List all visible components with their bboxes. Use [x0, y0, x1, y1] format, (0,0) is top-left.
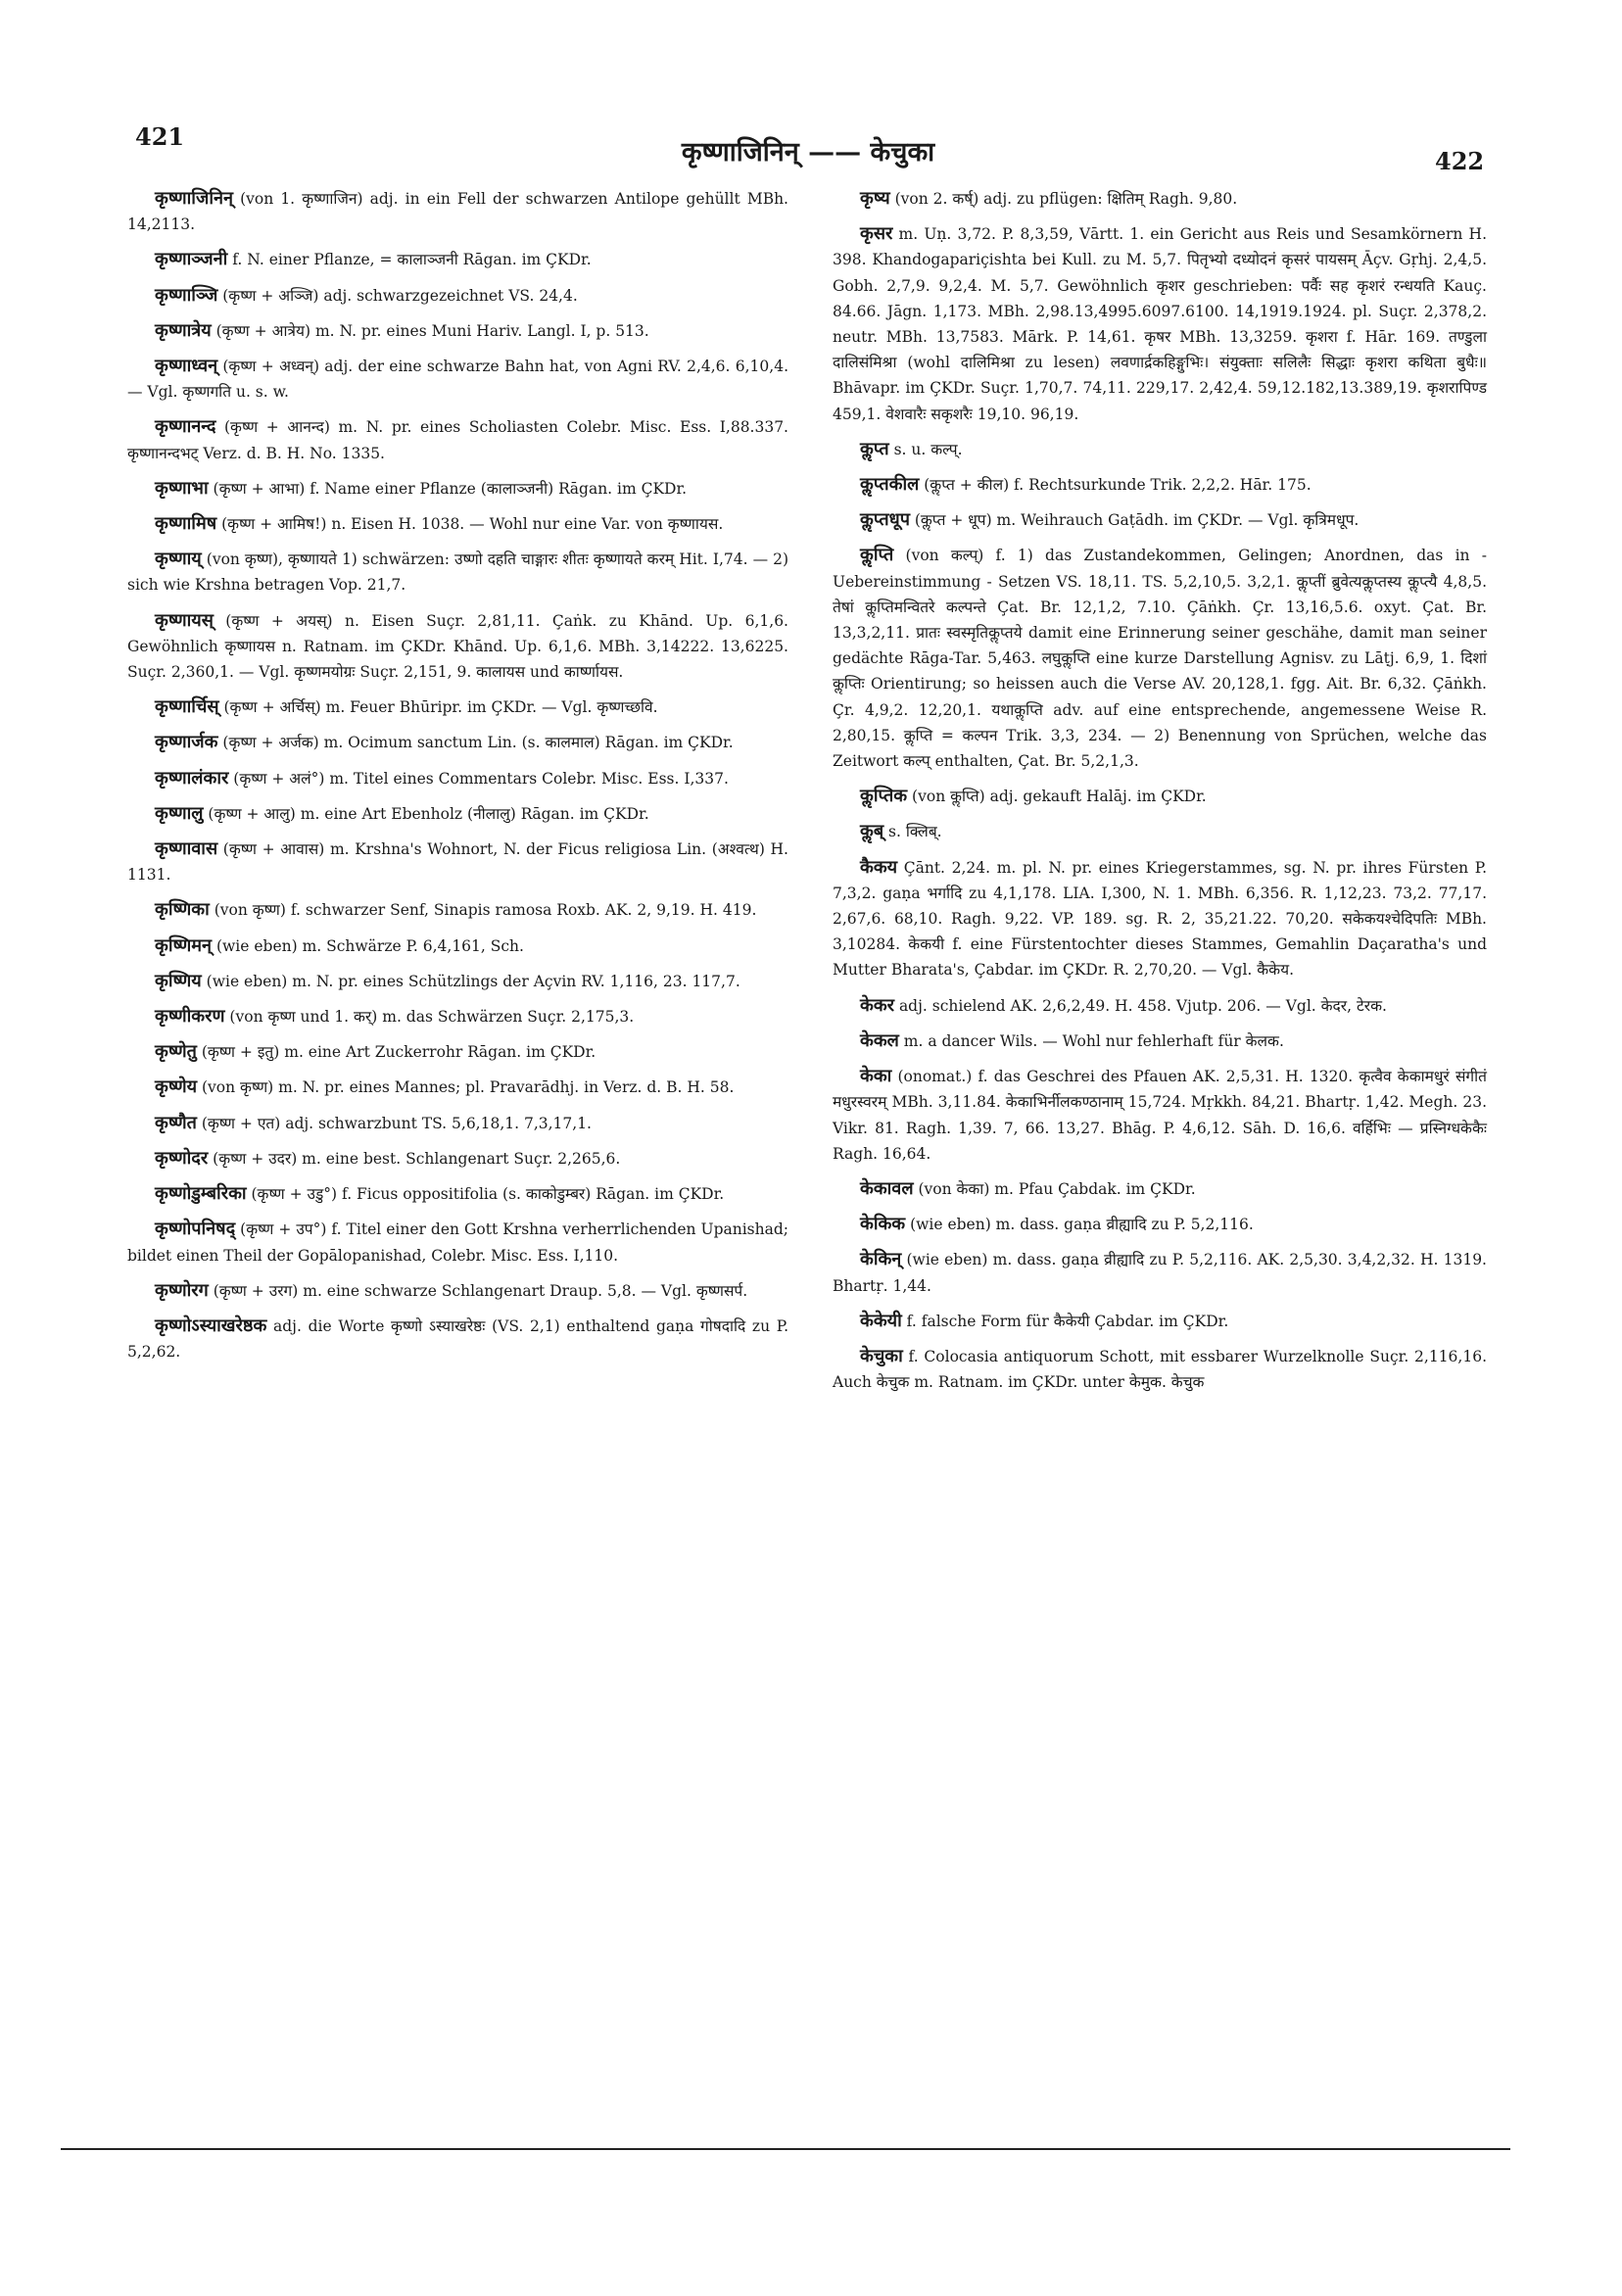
entry-text: (कृष्ण + उरग) m. eine schwarze Schlangenart Draup. 5,8. — Vgl. कृष्णसर्प. [208, 1281, 748, 1300]
left-page-number: 421 [135, 122, 185, 151]
left-column [127, 186, 788, 1374]
entry-text: (von कृष्ण) f. schwarzer Senf, Sinapis ramosa Roxb. AK. 2, 9,19. H. 419. [209, 901, 757, 920]
entry-text: (von कल्प्) f. 1) das Zustandekommen, Gelingen; Anordnen, das in - Uebereinstimmung - Setzen VS. 18,11. TS. 5,2,10,5. 3,2,1. कॢप्तीं ब्रुवेत्यकॢप्तस्य कॢप्त्यै 4,8,5. तेषां कॢप्तिमन्वितरे कल्पन्ते Çat. Br. 12,1,2, 7.10. Çāṅkh. Çr. 13,16,5.6. oxyt. Çat. Br. 13,3,2,11. प्रातः स्वस्मृतिकॢप्तये damit eine Erinnerung seiner geschähe, damit man seiner gedächte Rāga-Tar. 5,463. लघुकॢप्ति eine kurze Darstellung Agnisv. zu Lāṭj. 6,9, 1. दिशां कॢप्तिः Orientirung; so heissen auch die Verse AV. 20,128,1. fgg. Ait. Br. 6,32. Çāṅkh. Çr. 4,9,2. 12,20,1. यथाकॢप्ति adv. auf eine entsprechende, angemessene Weise R. 2,80,15. कॢप्ति = कल्पन Trik. 3,3, 234. — 2) Benennung von Sprüchen, welche das Zeitwort कल्प् enthalten, Çat. Br. 5,2,1,3. [833, 547, 1487, 771]
entry-headword: कैकय [860, 856, 898, 878]
dictionary-entry [127, 933, 788, 959]
dictionary-entry [833, 1064, 1487, 1167]
entry-text: (von 2. कर्ष्) adj. zu pflügen: क्षितिम् Ragh. 9,80. [889, 190, 1238, 208]
entry-headword: कृष्णालु [155, 802, 204, 824]
entry-headword: कृष्णाञ्जि [155, 284, 218, 306]
entry-headword: केकल [860, 1029, 899, 1051]
entry-text: m. Uṇ. 3,72. P. 8,3,59, Vārtt. 1. ein Gericht aus Reis und Sesamkörnern H. 398. Khandogapariçishta bei Kull. zu M. 5,7. पितृभ्यो दध्योदनं कृसरं पायसम् Āçv. Gṛhj. 2,4,5. Gobh. 2,7,9. 9,2,4. M. 5,7. Gewöhnlich कृशर geschrieben: पर्वैः सह कृशरं रन्धयति Kauç. 84.66. Jāgn. 1,173. MBh. 2,98.13,4995.6097.6100. 14,1919.1924. pl. Suçr. 2,378,2. neutr. MBh. 13,7583. Mārk. P. 14,61. कृषर MBh. 13,3259. कृशरा f. Hār. 169. तण्डुला दालिसंमिश्रा (wohl दालिमिश्रा zu lesen) लवणार्द्रकहिङ्गुभिः। संयुक्ताः सलिलैः सिद्धाः कृशरा कथिता बुधैः॥ Bhāvapr. im ÇKDr. Suçr. 1,70,7. 74,11. 229,17. 2,42,4. 59,12.182,13.389,19. कृशरापिण्ड 459,1. वेशवारैः सकृशरैः 19,10. 96,19. [833, 225, 1487, 423]
dictionary-entry [127, 608, 788, 686]
entry-headword: कृष्णोदर [155, 1147, 209, 1169]
entry-headword: केकर [860, 994, 895, 1016]
dictionary-entry [833, 437, 1487, 462]
entry-text: (wie eben) m. dass. gaṇa व्रीह्यादि zu P. 5,2,116. AK. 2,5,30. 3,4,2,32. H. 1319. Bhartṛ. 1,44. [833, 1251, 1487, 1295]
dictionary-entry [833, 784, 1487, 809]
entry-text: (onomat.) f. das Geschrei des Pfauen AK. 2,5,31. H. 1320. कृत्वैव केकामधुरं संगीतं मधुरस्वरम् MBh. 3,11.84. केकाभिर्नीलकण्ठानाम् 15,724. Mṛkkh. 84,21. Bhartṛ. 1,42. Megh. 23. Vikr. 81. Ragh. 1,39. 7, 66. 13,27. Bhāg. P. 4,6,12. Sāh. D. 16,6. वर्हिभिः — प्रस्निग्धकेकैः Ragh. 16,64. [833, 1068, 1487, 1163]
entry-headword: कृष्णाञ्जनी [155, 249, 228, 270]
entry-headword: कृसर [860, 223, 893, 245]
dictionary-entry [833, 1309, 1487, 1334]
entry-text: (कृष्ण + अयस्) n. Eisen Suçr. 2,81,11. Çaṅk. zu Khānd. Up. 6,1,6. Gewöhnlich कृष्णायस n. Ratnam. im ÇKDr. Khānd. Up. 6,1,6. MBh. 3,14222. 13,6225. Suçr. 2,360,1. — Vgl. कृष्णमयोग्रः Suçr. 2,151, 9. कालायस und कार्ष्णायस. [127, 611, 788, 682]
entry-text: adj. schielend AK. 2,6,2,49. H. 458. Vjutp. 206. — Vgl. केदर, टेरक. [894, 996, 1387, 1015]
entry-text: (कृष्ण + आलु) m. eine Art Ebenholz (नीलालु) Rāgan. im ÇKDr. [203, 804, 649, 823]
entry-text: f. falsche Form für कैकेयी Çabdar. im ÇKDr. [901, 1312, 1229, 1330]
footer-rule [61, 2148, 1510, 2150]
entry-text: Çānt. 2,24. m. pl. N. pr. eines Kriegerstammes, sg. N. pr. ihres Fürsten P. 7,3,2. gaṇa भर्गादि zu 4,1,178. LIA. I,300, N. 1. MBh. 6,356. R. 1,12,23. 73,2. 77,17. 2,67,6. 68,10. Ragh. 9,22. VP. 189. sg. R. 2, 35,21.22. 70,20. सकेकयश्चेदिपतिः MBh. 3,10284. केकयी f. eine Fürstentochter dieses Stammes, Gemahlin Daçaratha's und Mutter Bharata's, Çabdar. im ÇKDr. R. 2,70,20. — Vgl. कैकेय. [833, 858, 1487, 980]
dictionary-entry [127, 1314, 788, 1364]
entry-headword: कॢप्ति [860, 545, 894, 566]
entry-text: s. क्लिब्. [883, 823, 942, 841]
dictionary-entry [127, 766, 788, 791]
dictionary-entry [127, 1004, 788, 1029]
dictionary-entry [833, 1344, 1487, 1395]
entry-headword: कृष्णोडुम्बरिका [155, 1183, 247, 1205]
entry-text: (कृष्ण + आत्रेय) m. N. pr. eines Muni Hariv. Langl. I, p. 513. [211, 321, 649, 340]
entry-headword: कृष्णामिष [155, 513, 217, 535]
dictionary-entry [833, 543, 1487, 774]
entry-headword: कृष्णोऽस्याखरेष्ठक [155, 1315, 267, 1336]
right-column [833, 186, 1487, 1405]
entry-headword: केचुका [860, 1345, 903, 1366]
entry-headword: कृष्णाभा [155, 477, 209, 499]
dictionary-entry [127, 1075, 788, 1100]
entry-headword: केकावल [860, 1177, 914, 1199]
dictionary-entry [127, 247, 788, 272]
entry-text: (कृष्ण + आभा) f. Name einer Pflanze (कालाञ्जनी) Rāgan. im ÇKDr. [208, 479, 688, 498]
entry-headword: कॢब् [860, 821, 884, 842]
entry-text: (कृष्ण + उडु°) f. Ficus oppositifolia (s. काकोडुम्बर) Rāgan. im ÇKDr. [246, 1185, 725, 1204]
dictionary-entry [127, 414, 788, 465]
dictionary-entry [127, 511, 788, 537]
running-head: कृष्णाजिनिन् —— केचुका [681, 137, 935, 167]
entry-text: (von केका) m. Pfau Çabdak. im ÇKDr. [913, 1179, 1196, 1198]
entry-text: (von कॢप्ति) adj. gekauft Halāj. im ÇKDr. [907, 788, 1207, 806]
entry-text: (wie eben) m. Schwärze P. 6,4,161, Sch. [212, 936, 524, 955]
entry-text: (कृष्ण + इतु) m. eine Art Zuckerrohr Rāgan. im ÇKDr. [196, 1043, 596, 1062]
dictionary-entry [127, 1181, 788, 1207]
entry-headword: कॢप्त [860, 438, 889, 459]
entry-text: (कृष्ण + उप°) f. Titel einer den Gott Krshna verherrlichenden Upanishad; bildet einen Theil der Gopālopanishad, Colebr. Misc. Ess. I,110. [127, 1220, 788, 1265]
entry-text: (von कृष्ण) m. N. pr. eines Mannes; pl. Pravarādhj. in Verz. d. B. H. 58. [197, 1078, 735, 1097]
entry-headword: कृष्णाय् [155, 549, 202, 570]
entry-headword: कृष्य [860, 188, 890, 209]
dictionary-entry [127, 318, 788, 344]
dictionary-entry [833, 186, 1487, 212]
dictionary-entry [127, 354, 788, 405]
entry-text: (कृष्ण + अर्जक) m. Ocimum sanctum Lin. (s. कालमाल) Rāgan. im ÇKDr. [217, 734, 734, 752]
entry-headword: कृष्णोपनिषद् [155, 1219, 236, 1240]
entry-headword: कृष्णैत [155, 1112, 197, 1133]
entry-headword: कृष्णेतु [155, 1041, 197, 1063]
dictionary-entry [833, 221, 1487, 427]
entry-text: (कृष्ण + आनन्द) m. N. pr. eines Scholiasten Colebr. Misc. Ess. I,88.337. कृष्णानन्दभट् Verz. d. B. H. No. 1335. [127, 418, 788, 462]
entry-headword: कृष्णार्जक [155, 732, 218, 753]
dictionary-entry [833, 1212, 1487, 1237]
entry-headword: कृष्णावास [155, 838, 218, 860]
dictionary-entry [833, 472, 1487, 498]
entry-headword: कृष्णेय [155, 1076, 198, 1098]
entry-headword: कृष्णार्चिस् [155, 696, 219, 718]
entry-headword: कॢप्तकील [860, 474, 920, 496]
entry-headword: केकेयी [860, 1310, 902, 1331]
entry-text: f. N. einer Pflanze, = कालाञ्जनी Rāgan. im ÇKDr. [227, 251, 592, 269]
entry-headword: कृष्णायस् [155, 609, 214, 631]
dictionary-entry [833, 855, 1487, 983]
entry-headword: कृष्णीकरण [155, 1006, 225, 1028]
dictionary-entry [127, 801, 788, 827]
entry-text: (कृष्ण + एत) adj. schwarzbunt TS. 5,6,18,1. 7,3,17,1. [196, 1114, 592, 1132]
entry-headword: कृष्णाध्वन् [155, 356, 218, 377]
entry-text: (कृष्ण + अर्चिस्) m. Feuer Bhūripr. im ÇKDr. — Vgl. कृष्णच्छवि. [218, 698, 658, 717]
dictionary-entry [127, 1278, 788, 1304]
dictionary-entry [833, 993, 1487, 1019]
entry-headword: कॢप्तधूप [860, 509, 910, 531]
dictionary-entry [127, 837, 788, 887]
dictionary-entry [833, 1247, 1487, 1298]
right-page-number: 422 [1435, 147, 1485, 175]
entry-text: f. Colocasia antiquorum Schott, mit essbarer Wurzelknolle Suçr. 2,116,16. Auch केचुक m. Ratnam. im ÇKDr. unter केमुक. केचुक [833, 1347, 1487, 1392]
entry-headword: कृष्णिमन् [155, 934, 213, 956]
entry-headword: केकिन् [860, 1249, 902, 1270]
dictionary-entry [127, 547, 788, 598]
dictionary-entry [833, 1028, 1487, 1054]
entry-text: (wie eben) m. dass. gaṇa व्रीह्यादि zu P. 5,2,116. [905, 1216, 1254, 1234]
entry-text: (कॢप्त + कील) f. Rechtsurkunde Trik. 2,2,2. Hār. 175. [919, 476, 1312, 495]
entry-text: m. a dancer Wils. — Wohl nur fehlerhaft für केलक. [898, 1031, 1284, 1050]
dictionary-entry [127, 1111, 788, 1136]
entry-headword: केकिक [860, 1214, 906, 1235]
entry-text: (wie eben) m. N. pr. eines Schützlings der Açvin RV. 1,116, 23. 117,7. [201, 972, 740, 990]
entry-headword: कृष्णोरग [155, 1279, 209, 1301]
entry-text: (कृष्ण + अञ्जि) adj. schwarzgezeichnet VS. 24,4. [217, 286, 578, 305]
entry-headword: कृष्णाजिनिन् [155, 188, 233, 209]
entry-text: (von 1. कृष्णाजिन) adj. in ein Fell der schwarzen Antilope gehüllt MBh. 14,2113. [127, 190, 788, 234]
entry-text: (von कृष्ण und 1. कर्) m. das Schwärzen Suçr. 2,175,3. [224, 1008, 635, 1027]
dictionary-entry [127, 476, 788, 502]
dictionary-entry [833, 819, 1487, 844]
entry-headword: कृष्णिय [155, 970, 202, 991]
dictionary-entry [127, 694, 788, 720]
entry-text: (कॢप्त + धूप) m. Weihrauch Gaṭādh. im ÇKDr. — Vgl. कृत्रिमधूप. [909, 511, 1360, 530]
entry-headword: कृष्णिका [155, 899, 210, 921]
dictionary-entry [127, 1146, 788, 1172]
entry-headword: कृष्णात्रेय [155, 319, 212, 341]
entry-text: (कृष्ण + आवास) m. Krshna's Wohnort, N. der Ficus religiosa Lin. (अश्वत्थ) H. 1131. [127, 840, 788, 885]
entry-headword: कृष्णानन्द [155, 416, 216, 438]
entry-text: s. u. कल्प्. [888, 440, 963, 458]
entry-headword: कृष्णालंकार [155, 767, 229, 789]
entry-text: adj. die Worte कृष्णो ऽस्याखरेष्ठः (VS. 2,1) enthaltend gaṇa गोषदादि zu P. 5,2,62. [127, 1316, 788, 1362]
entry-text: (कृष्ण + अध्वन्) adj. der eine schwarze Bahn hat, von Agni RV. 2,4,6. 6,10,4. — Vgl. कृष्णगति u. s. w. [127, 358, 788, 402]
dictionary-entry [833, 507, 1487, 533]
dictionary-entry [127, 1039, 788, 1065]
entry-text: (कृष्ण + उदर) m. eine best. Schlangenart Suçr. 2,265,6. [208, 1149, 621, 1168]
entry-headword: केका [860, 1066, 892, 1087]
entry-text: (कृष्ण + आमिष!) n. Eisen H. 1038. — Wohl nur eine Var. von कृष्णायस. [216, 515, 724, 534]
dictionary-entry [127, 1217, 788, 1268]
dictionary-entry [127, 186, 788, 237]
dictionary-entry [127, 969, 788, 994]
entry-text: (कृष्ण + अलं°) m. Titel eines Commentars Colebr. Misc. Ess. I,337. [228, 769, 729, 788]
entry-headword: कॢप्तिक [860, 786, 908, 807]
dictionary-entry [127, 730, 788, 755]
dictionary-entry [127, 897, 788, 923]
dictionary-entry [833, 1176, 1487, 1202]
entry-text: (von कृष्ण), कृष्णायते 1) schwärzen: उष्णो दहति चाङ्गारः शीतः कृष्णायते करम् Hit. I,74. — 2) sich wie Krshna betragen Vop. 21,7. [127, 550, 788, 595]
dictionary-entry [127, 283, 788, 309]
